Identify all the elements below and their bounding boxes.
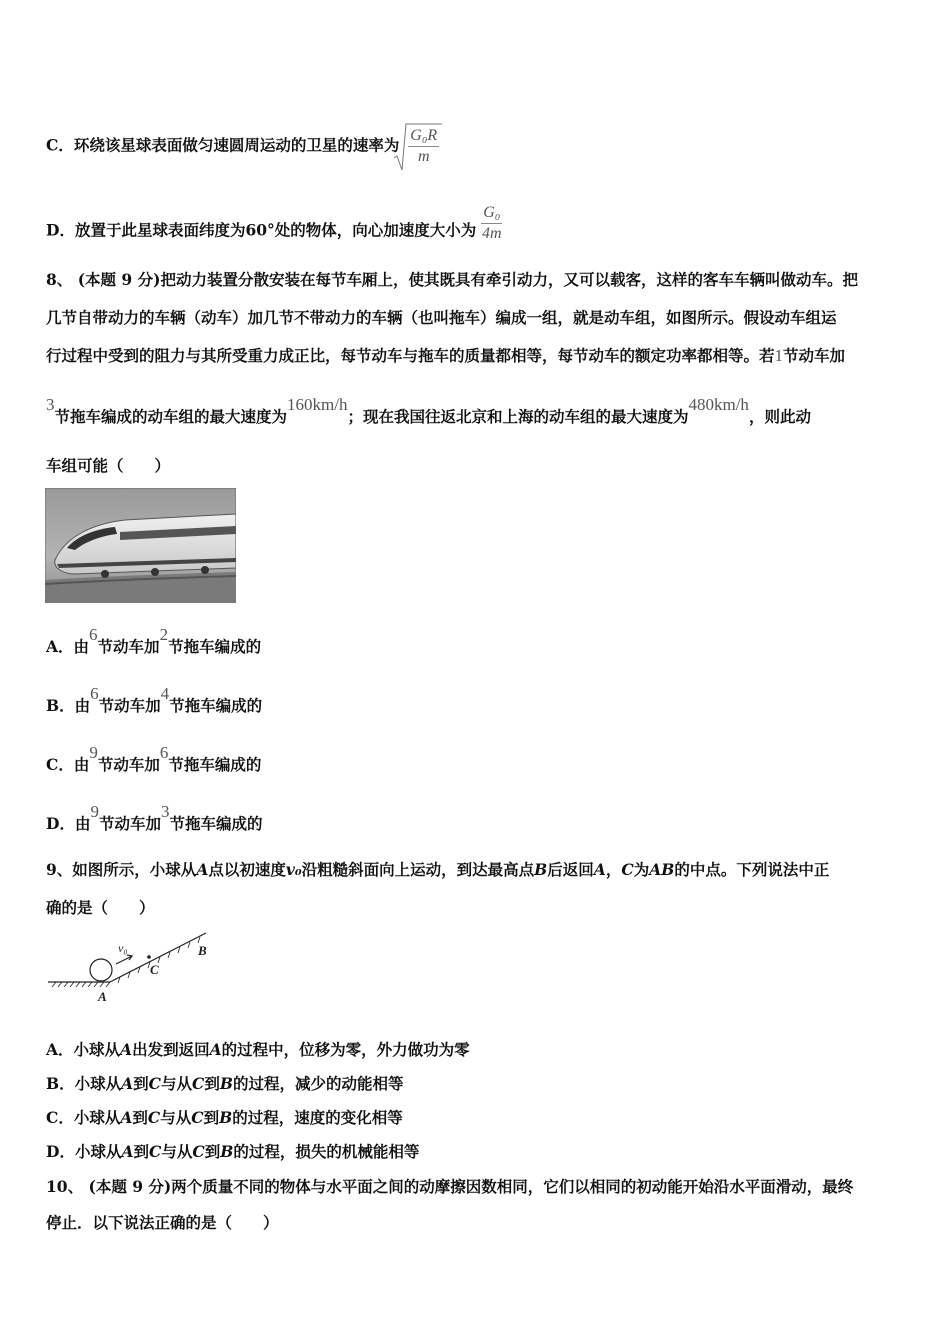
q7-option-d: D．放置于此星球表面纬度为60°处的物体，向心加速度大小为 $\frac{\text{G₀}}{4m}$ (46, 204, 502, 242)
svg-text:A: A (98, 989, 107, 1004)
q9-line-2: 确的是（ ） (46, 898, 155, 917)
svg-text:C: C (150, 962, 159, 977)
point-c-marker (147, 955, 151, 959)
q9-option-a: A．小球从A出发到返回A的过程中，位移为零，外力做功为零 (46, 1040, 470, 1059)
sqrt-sign-icon (392, 122, 442, 174)
train-photo (45, 488, 236, 603)
q9-option-c: C．小球从A到C与从C到B的过程，速度的变化相等 (46, 1108, 403, 1127)
q8-line-5: 车组可能（ ） (46, 456, 171, 475)
q8-line-4: 3节拖车编成的动车组的最大速度为160km/h；现在我国往返北京和上海的动车组的最大速度为480km/h，则此动 (46, 395, 811, 426)
q8-line-2: 几节自带动力的车辆（动车）加几节不带动力的车辆（也叫拖车）编成一组，就是动车组，如图所示。假设动车组运 (46, 308, 837, 327)
svg-text:B: B (198, 943, 207, 958)
q9-option-d: D．小球从A到C与从C到B的过程，损失的机械能相等 (46, 1142, 420, 1161)
q8-line-3: 行过程中受到的阻力与其所受重力成正比，每节动车与拖车的质量都相等，每节动车的额定功率都相等。若1节动车加 (46, 346, 846, 365)
q8-option-c: C．由9节动车加6节拖车编成的 (46, 743, 262, 774)
sqrt-formula: $\frac{\text{G₀R}}{m}$ (404, 126, 439, 167)
q10-line-2: 停止．以下说法正确的是（ ） (46, 1213, 279, 1232)
q10-line-1: 10、 (本题 9 分)两个质量不同的物体与水平面之间的动摩擦因数相同，它们以相同的初动能开始沿水平面滑动，最终 (46, 1177, 854, 1196)
q7-option-c: C．环绕该星球表面做匀速圆周运动的卫星的速率为 $\frac{\text{G₀R}}{m}$ (46, 126, 439, 167)
q9-line-1: 9、如图所示，小球从A点以初速度v₀沿粗糙斜面向上运动，到达最高点B后返回A，C为AB的中点。下列说法中正 (46, 860, 830, 879)
q8-option-b: B．由6节动车加4节拖车编成的 (46, 684, 263, 715)
q9-option-b: B．小球从A到C与从C到B的过程，减少的动能相等 (46, 1074, 404, 1093)
q8-option-a: A．由6节动车加2节拖车编成的 (46, 625, 262, 656)
fraction-formula: $\frac{\text{G₀}}{4m}$ (482, 204, 502, 242)
q8-line-1: 8、 (本题 9 分)把动力装置分散安装在每节车厢上，使其既具有牵引动力，又可以载客，这样的客车车辆叫做动车。把 (46, 270, 858, 289)
q8-option-d: D．由9节动车加3节拖车编成的 (46, 802, 263, 833)
svg-text:v₀: v₀ (118, 941, 128, 955)
incline-diagram (46, 930, 222, 1006)
